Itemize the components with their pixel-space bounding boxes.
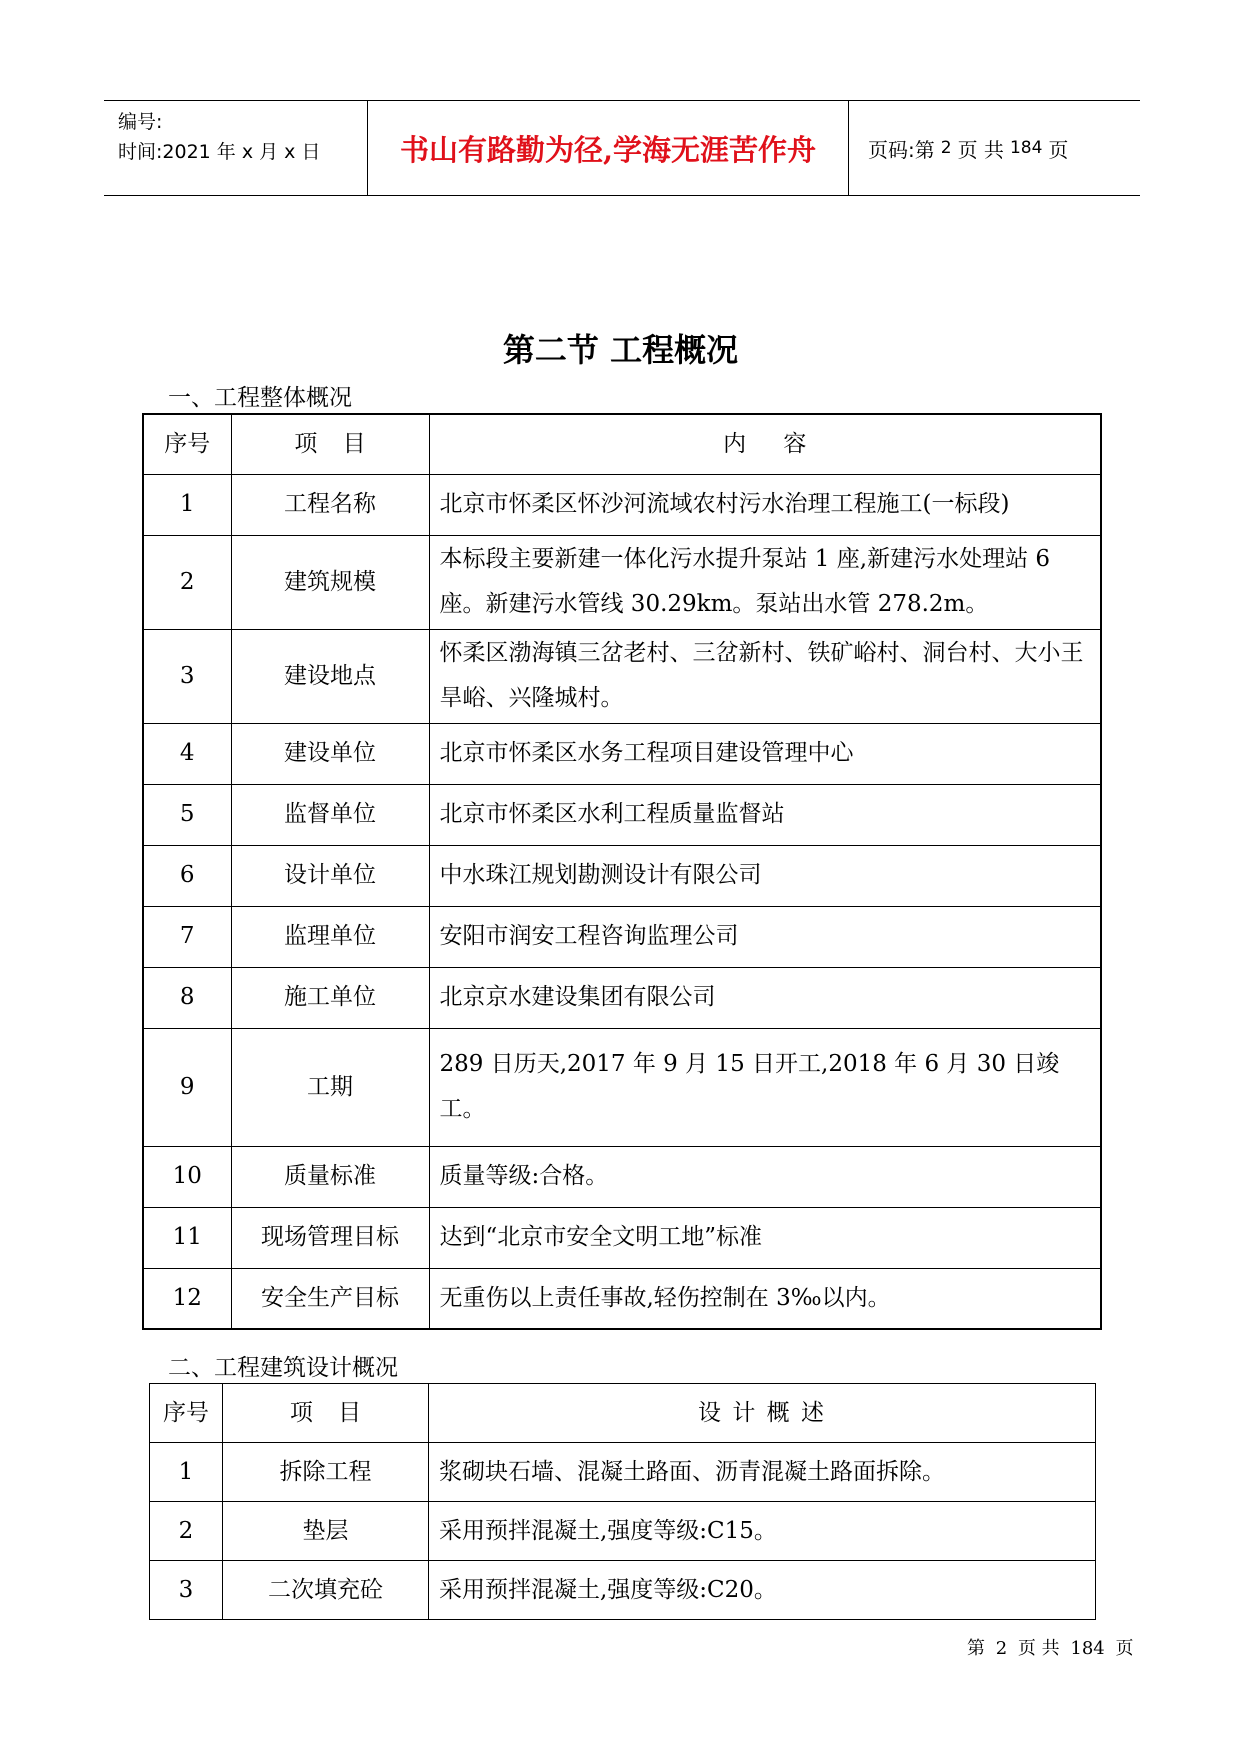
row-content: 质量等级:合格。 — [429, 1146, 1101, 1207]
table-row — [150, 1502, 1096, 1561]
header-cell-item: 项 目 — [223, 1384, 429, 1443]
header-motto: 书山有路勤为径,学海无涯苦作舟 — [367, 101, 849, 195]
header-meta — [118, 107, 320, 167]
row-item: 建筑规模 — [231, 535, 429, 629]
row-content: 本标段主要新建一体化污水提升泵站 1 座,新建污水处理站 6 座。新建污水管线 30.29km。泵站出水管 278.2m。 — [429, 535, 1101, 629]
row-content: 采用预拌混凝土,强度等级:C15。 — [429, 1502, 1096, 1561]
footer-suffix: 页 — [1115, 1638, 1134, 1659]
row-no: 11 — [143, 1207, 231, 1268]
row-no: 2 — [150, 1502, 223, 1561]
row-content: 无重伤以上责任事故,轻伤控制在 3‰以内。 — [429, 1268, 1101, 1329]
time-label: 时间:2021 年 x 月 x 日 — [118, 141, 321, 163]
row-content: 怀柔区渤海镇三岔老村、三岔新村、铁矿峪村、洞台村、大小王旱峪、兴隆城村。 — [429, 629, 1101, 723]
row-item: 二次填充砼 — [223, 1561, 429, 1620]
table-row — [143, 1028, 1101, 1146]
header-cell-no: 序号 — [143, 414, 231, 474]
table-header-row — [143, 414, 1101, 474]
row-item: 建设地点 — [231, 629, 429, 723]
row-item: 质量标准 — [231, 1146, 429, 1207]
row-item: 工期 — [231, 1028, 429, 1146]
row-content: 浆砌块石墙、混凝土路面、沥青混凝土路面拆除。 — [429, 1443, 1096, 1502]
row-no: 3 — [150, 1561, 223, 1620]
row-content: 中水珠江规划勘测设计有限公司 — [429, 845, 1101, 906]
row-no: 8 — [143, 967, 231, 1028]
design-table — [149, 1383, 1096, 1620]
row-item: 监理单位 — [231, 906, 429, 967]
overview-table — [142, 413, 1102, 1330]
row-content: 北京市怀柔区水利工程质量监督站 — [429, 784, 1101, 845]
footer-total: 184 — [1070, 1638, 1105, 1659]
table-row — [143, 906, 1101, 967]
row-item: 建设单位 — [231, 723, 429, 784]
row-content: 达到“北京市安全文明工地”标准 — [429, 1207, 1101, 1268]
footer-current: 2 — [995, 1638, 1008, 1659]
page-total: 184 — [1009, 138, 1043, 158]
row-no: 5 — [143, 784, 231, 845]
header-cell-content: 内 容 — [429, 414, 1101, 474]
row-no: 9 — [143, 1028, 231, 1146]
row-content: 北京京水建设集团有限公司 — [429, 967, 1101, 1028]
table-row — [150, 1561, 1096, 1620]
row-no: 7 — [143, 906, 231, 967]
row-item: 拆除工程 — [223, 1443, 429, 1502]
row-item: 监督单位 — [231, 784, 429, 845]
page-suffix: 页 — [1048, 137, 1069, 162]
row-item: 现场管理目标 — [231, 1207, 429, 1268]
header-cell-summary: 设 计 概 述 — [429, 1384, 1096, 1443]
row-no: 2 — [143, 535, 231, 629]
table-row — [143, 1207, 1101, 1268]
table-row — [143, 474, 1101, 535]
row-no: 3 — [143, 629, 231, 723]
row-item: 垫层 — [223, 1502, 429, 1561]
table-row — [143, 784, 1101, 845]
section2-heading: 二、工程建筑设计概况 — [168, 1355, 398, 1381]
row-no: 1 — [150, 1443, 223, 1502]
row-item: 设计单位 — [231, 845, 429, 906]
row-content: 北京市怀柔区水务工程项目建设管理中心 — [429, 723, 1101, 784]
table-header-row — [150, 1384, 1096, 1443]
row-no: 4 — [143, 723, 231, 784]
row-no: 12 — [143, 1268, 231, 1329]
page-prefix: 页码:第 — [868, 137, 935, 162]
footer-mid: 页 共 — [1017, 1638, 1060, 1659]
row-item: 施工单位 — [231, 967, 429, 1028]
table-row — [143, 1146, 1101, 1207]
section-title: 第二节 工程概况 — [502, 331, 739, 369]
page-current: 2 — [940, 138, 952, 158]
row-item: 工程名称 — [231, 474, 429, 535]
row-content: 289 日历天,2017 年 9 月 15 日开工,2018 年 6 月 30 日竣工。 — [429, 1028, 1101, 1146]
row-no: 1 — [143, 474, 231, 535]
table-row — [143, 535, 1101, 629]
footer-prefix: 第 — [967, 1638, 985, 1659]
header-cell-item: 项 目 — [231, 414, 429, 474]
row-no: 6 — [143, 845, 231, 906]
header-cell-no: 序号 — [150, 1384, 223, 1443]
table-row — [143, 845, 1101, 906]
page-mid: 页 共 — [957, 137, 1004, 162]
row-content: 安阳市润安工程咨询监理公司 — [429, 906, 1101, 967]
table-row — [143, 723, 1101, 784]
section1-heading: 一、工程整体概况 — [168, 385, 352, 411]
header-page-info — [868, 101, 1068, 195]
table-row — [143, 1268, 1101, 1329]
table-row — [150, 1443, 1096, 1502]
row-content: 北京市怀柔区怀沙河流域农村污水治理工程施工(一标段) — [429, 474, 1101, 535]
row-item: 安全生产目标 — [231, 1268, 429, 1329]
table-row — [143, 629, 1101, 723]
table-row — [143, 967, 1101, 1028]
row-content: 采用预拌混凝土,强度等级:C20。 — [429, 1561, 1096, 1620]
page-header — [104, 100, 1140, 196]
number-label: 编号: — [118, 111, 163, 133]
page-footer — [967, 1634, 1133, 1660]
row-no: 10 — [143, 1146, 231, 1207]
